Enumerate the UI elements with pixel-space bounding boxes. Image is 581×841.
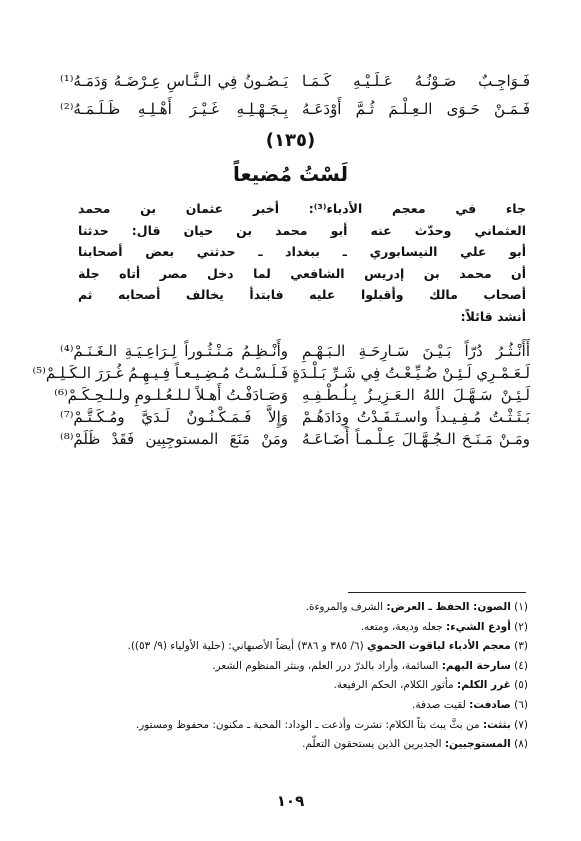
footnote-number: (٢) — [514, 620, 528, 633]
verse-first-hemistich: بَـثَـثْـتُ مُـفِـيـداً واسـتَـفَـدْتُ وِدَادَهُـمْ — [302, 408, 530, 426]
verse-first-hemistich: فَـمَـنْ حَـوَى الـعِـلْـمَ ثُـمَّ أَوْدَعَـهُ — [302, 100, 530, 118]
page-number: ١٠٩ — [276, 792, 305, 810]
footnote-number: (٨) — [514, 738, 528, 751]
paragraph-line: أنشد قائلاً: — [460, 308, 526, 324]
footnote-text: لقيت صدفة. — [412, 698, 470, 711]
footnote-number: (٤) — [514, 659, 528, 672]
footnote-divider — [348, 592, 526, 593]
verse-row — [60, 94, 530, 124]
footnote — [80, 716, 528, 736]
footnote-text: جعله وديعة، ومتعه. — [360, 620, 447, 633]
footnote-text: مأثور الكلام، الحكم الرفيعة. — [333, 679, 458, 692]
paragraph-line: جاء في معجم الأدباء⁽³⁾: أخبر عثمان بن محمد — [78, 201, 526, 216]
verse-second-hemistich: يَـصُـونُ فِي الـنَّـاسِ عِـرْضَـهُ وَدَمَـهُ⁽¹⁾ — [60, 72, 288, 90]
verse-first-hemistich: أَأَنْـثُـرُ دُرّاً بَـيْـنَ سَـارِحَـةِ الـبَـهْـمِ — [302, 342, 530, 360]
verse-second-hemistich: بِـجَـهْـلِـهِ غَـيْـرَ أَهْـلِـهِ ظَـلَـمَـهُ⁽²⁾ — [60, 100, 288, 118]
footnote-text: (٦/ ٣٨٥ و ٣٨٦) أيضاً الأصبهاني: (حلية الأولياء (٩/ ٥٣)). — [127, 640, 367, 653]
footnote-term: صادفت: — [469, 698, 511, 711]
footnote-term: الصون: الحفظ ـ العرض: — [386, 601, 511, 613]
footnote-number: (٦) — [514, 698, 528, 711]
footnote-number: (٣) — [514, 640, 528, 653]
paragraph-line: أن محمد بن إدريس الشافعي لما دخل مصر أتاه جلة — [78, 265, 526, 281]
footnote — [80, 637, 528, 657]
footnote-term: أودع الشيء: — [446, 620, 511, 633]
section-title: لَسْتُ مُضيعاً — [232, 162, 349, 186]
footnote-text: السائمة، وأراد بالدرّ درر العلم، وبنثر المنظوم الشعر. — [212, 659, 442, 672]
paragraph-line: أبو علي النيسابوري ـ ببغداد ـ حدثني بعض أصحابنا — [78, 244, 526, 259]
verse-row — [60, 66, 530, 96]
footnote-text: من بثَّ يبث بثاً الكلام: نشرت وأذعت ـ الوداد: المحبة ـ مكنون: محفوظ ومستور. — [135, 718, 483, 731]
verse-second-hemistich: وَصَـادَفْـتُ أَهـلاً لـلـعُـلـومِ ولـلـحِـكَـمْ⁽⁶⁾ — [54, 386, 288, 404]
footnote — [80, 618, 528, 638]
footnote — [80, 696, 528, 716]
footnote — [80, 735, 528, 755]
footnote-number: (٧) — [514, 718, 528, 731]
footnote-text: الجديرين الذين يستحقون التعلّم. — [302, 738, 445, 751]
paragraph-line: العثماني وحدّث عنه أبو محمد بن حيان قال: حدثنا — [78, 222, 526, 238]
footnote-term: غرر الكلم: — [457, 679, 511, 692]
verse-first-hemistich: لَـعَـمْـرِي لَـئِـنْ ضُـيِّـعْـتُ فِي شَـرِّ بَـلْـدَةٍ — [292, 364, 530, 382]
footnote-term: المستوجبين: — [444, 738, 511, 751]
footnote — [80, 657, 528, 677]
footnote — [80, 598, 528, 618]
verse-row — [60, 424, 530, 454]
verse-second-hemistich: وأَنْـظِـمُ مَـنْـثُـوراً لِـرَاعِـيَـةِ الـغَـنَـمْ⁽⁴⁾ — [60, 342, 288, 360]
footnote-number: (٥) — [514, 679, 528, 692]
verse-second-hemistich: وَإِلاَّ فَـمَـكْـنُـونٌ لَـدَيَّ ومُـكَـتَّـمْ⁽⁷⁾ — [60, 408, 288, 426]
section-number: (١٣٥) — [265, 130, 316, 151]
footnote-text: الشرف والمروءة. — [305, 601, 387, 613]
verse-first-hemistich: لَـئِـنْ سَـهَّـلَ اللهُ الـعَـزِيـزُ بِـلُـطْـفِـهِ — [302, 386, 530, 404]
verse-first-hemistich: ومَـنْ مَـنَـحَ الـجُـهَّـالَ عِـلْـمـاً أَضَـاعَـهُ — [302, 430, 530, 448]
footnote-term: بثثت: — [482, 718, 511, 731]
intro-paragraph — [78, 198, 526, 327]
verse-second-hemistich: فَـلَـسْـتُ مُـضِـيـعـاً فِـيـهِـمُ غُـرَرَ الـكَـلِـمْ⁽⁵⁾ — [32, 364, 288, 382]
footnotes — [80, 598, 528, 755]
footnote-term: سارحة البهم: — [441, 659, 511, 672]
footnote-term: معجم الأدباء لياقوت الحموي — [367, 640, 511, 653]
footnote-number: (١) — [514, 601, 528, 613]
verse-first-hemistich: فَـوَاجِـبٌ صَـوْنُـهُ عَـلَـيْـهِ كَـمَـا — [302, 72, 530, 90]
verse-second-hemistich: ومَنْ مَنَعَ المستوجِبِين فَقَدْ ظَلَمْ⁽⁸⁾ — [60, 430, 288, 448]
paragraph-line: أصحاب مالك وأقبلوا عليه فابتدأ يخالف أصحابه ثم — [78, 287, 526, 302]
footnote — [80, 676, 528, 696]
